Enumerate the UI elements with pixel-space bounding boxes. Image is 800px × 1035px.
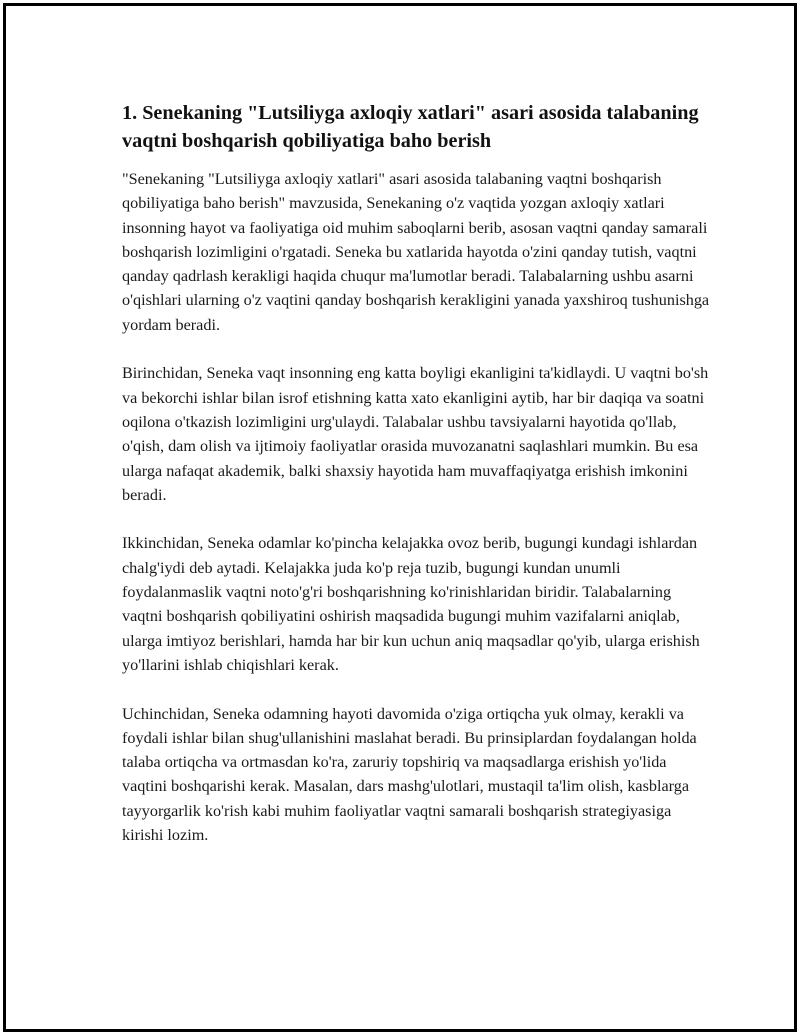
section-heading: 1. Senekaning "Lutsiliyga axloqiy xatlari" asari asosida talabaning vaqtni boshqarish qobiliyatiga baho berish	[122, 102, 699, 152]
page-frame	[3, 3, 797, 1032]
document-body	[122, 99, 712, 847]
paragraph-first-point: Birinchidan, Seneka vaqt insonning eng katta boyligi ekanligini ta'kidlaydi. U vaqtni bo'sh va bekorchi ishlar bilan isrof etishning katta xato ekanligini aytib, har bir daqiqa va soatni oqilona o'tkazish lozimligini urg'ulaydi. Talabalar ushbu tavsiyalarni hayotida qo'llab, o'qish, dam olish va ijtimoiy faoliyatlar orasida muvozanatni saqlashlari mumkin. Bu esa ularga nafaqat akademik, balki shaxsiy hayotida ham muvaffaqiyatga erishish imkonini beradi.	[122, 364, 709, 504]
paragraph-intro: "Senekaning "Lutsiliyga axloqiy xatlari" asari asosida talabaning vaqtni boshqarish qobiliyatiga baho berish" mavzusida, Senekaning o'z vaqtida yozgan axloqiy xatlari insonning hayot va faoliyatiga oid muhim saboqlarni berib, asosan vaqtni qanday samarali boshqarish lozimligini o'rgatadi. Seneka bu xatlarida hayotda o'zini qanday tutish, vaqtni qanday qadrlash kerakligi haqida chuqur ma'lumotlar beradi. Talabalarning ushbu asarni o'qishlari ularning o'z vaqtini qanday boshqarish kerakligini yanada yaxshiroq tushunishga yordam beradi.	[122, 170, 710, 334]
paragraph-third-point: Uchinchidan, Seneka odamning hayoti davomida o'ziga ortiqcha yuk olmay, kerakli va foydali ishlar bilan shug'ullanishini maslahat beradi. Bu prinsiplardan foydalangan holda talaba ortiqcha va ortmasdan ko'ra, zaruriy topshiriq va maqsadlarga erishish yo'lida vaqtini boshqarishi kerak. Masalan, dars mashg'ulotlari, mustaqil ta'lim olish, kasblarga tayyorgarlik ko'rish kabi muhim faoliyatlar vaqtni samarali boshqarish strategiyasiga kirishi lozim.	[122, 704, 697, 845]
paragraph-second-point: Ikkinchidan, Seneka odamlar ko'pincha kelajakka ovoz berib, bugungi kundagi ishlardan chalg'iydi deb aytadi. Kelajakka juda ko'p reja tuzib, bugungi kundan unumli foydalanmaslik vaqtni noto'g'ri boshqarishning ko'rinishlaridan biridir. Talabalarning vaqtni boshqarish qobiliyatini oshirish maqsadida bugungi muhim vazifalarni aniqlab, ularga imtiyoz berishlari, hamda har bir kun uchun aniq maqsadlar qo'yib, ularga erishish yo'llarini ishlab chiqishlari kerak.	[122, 534, 700, 674]
